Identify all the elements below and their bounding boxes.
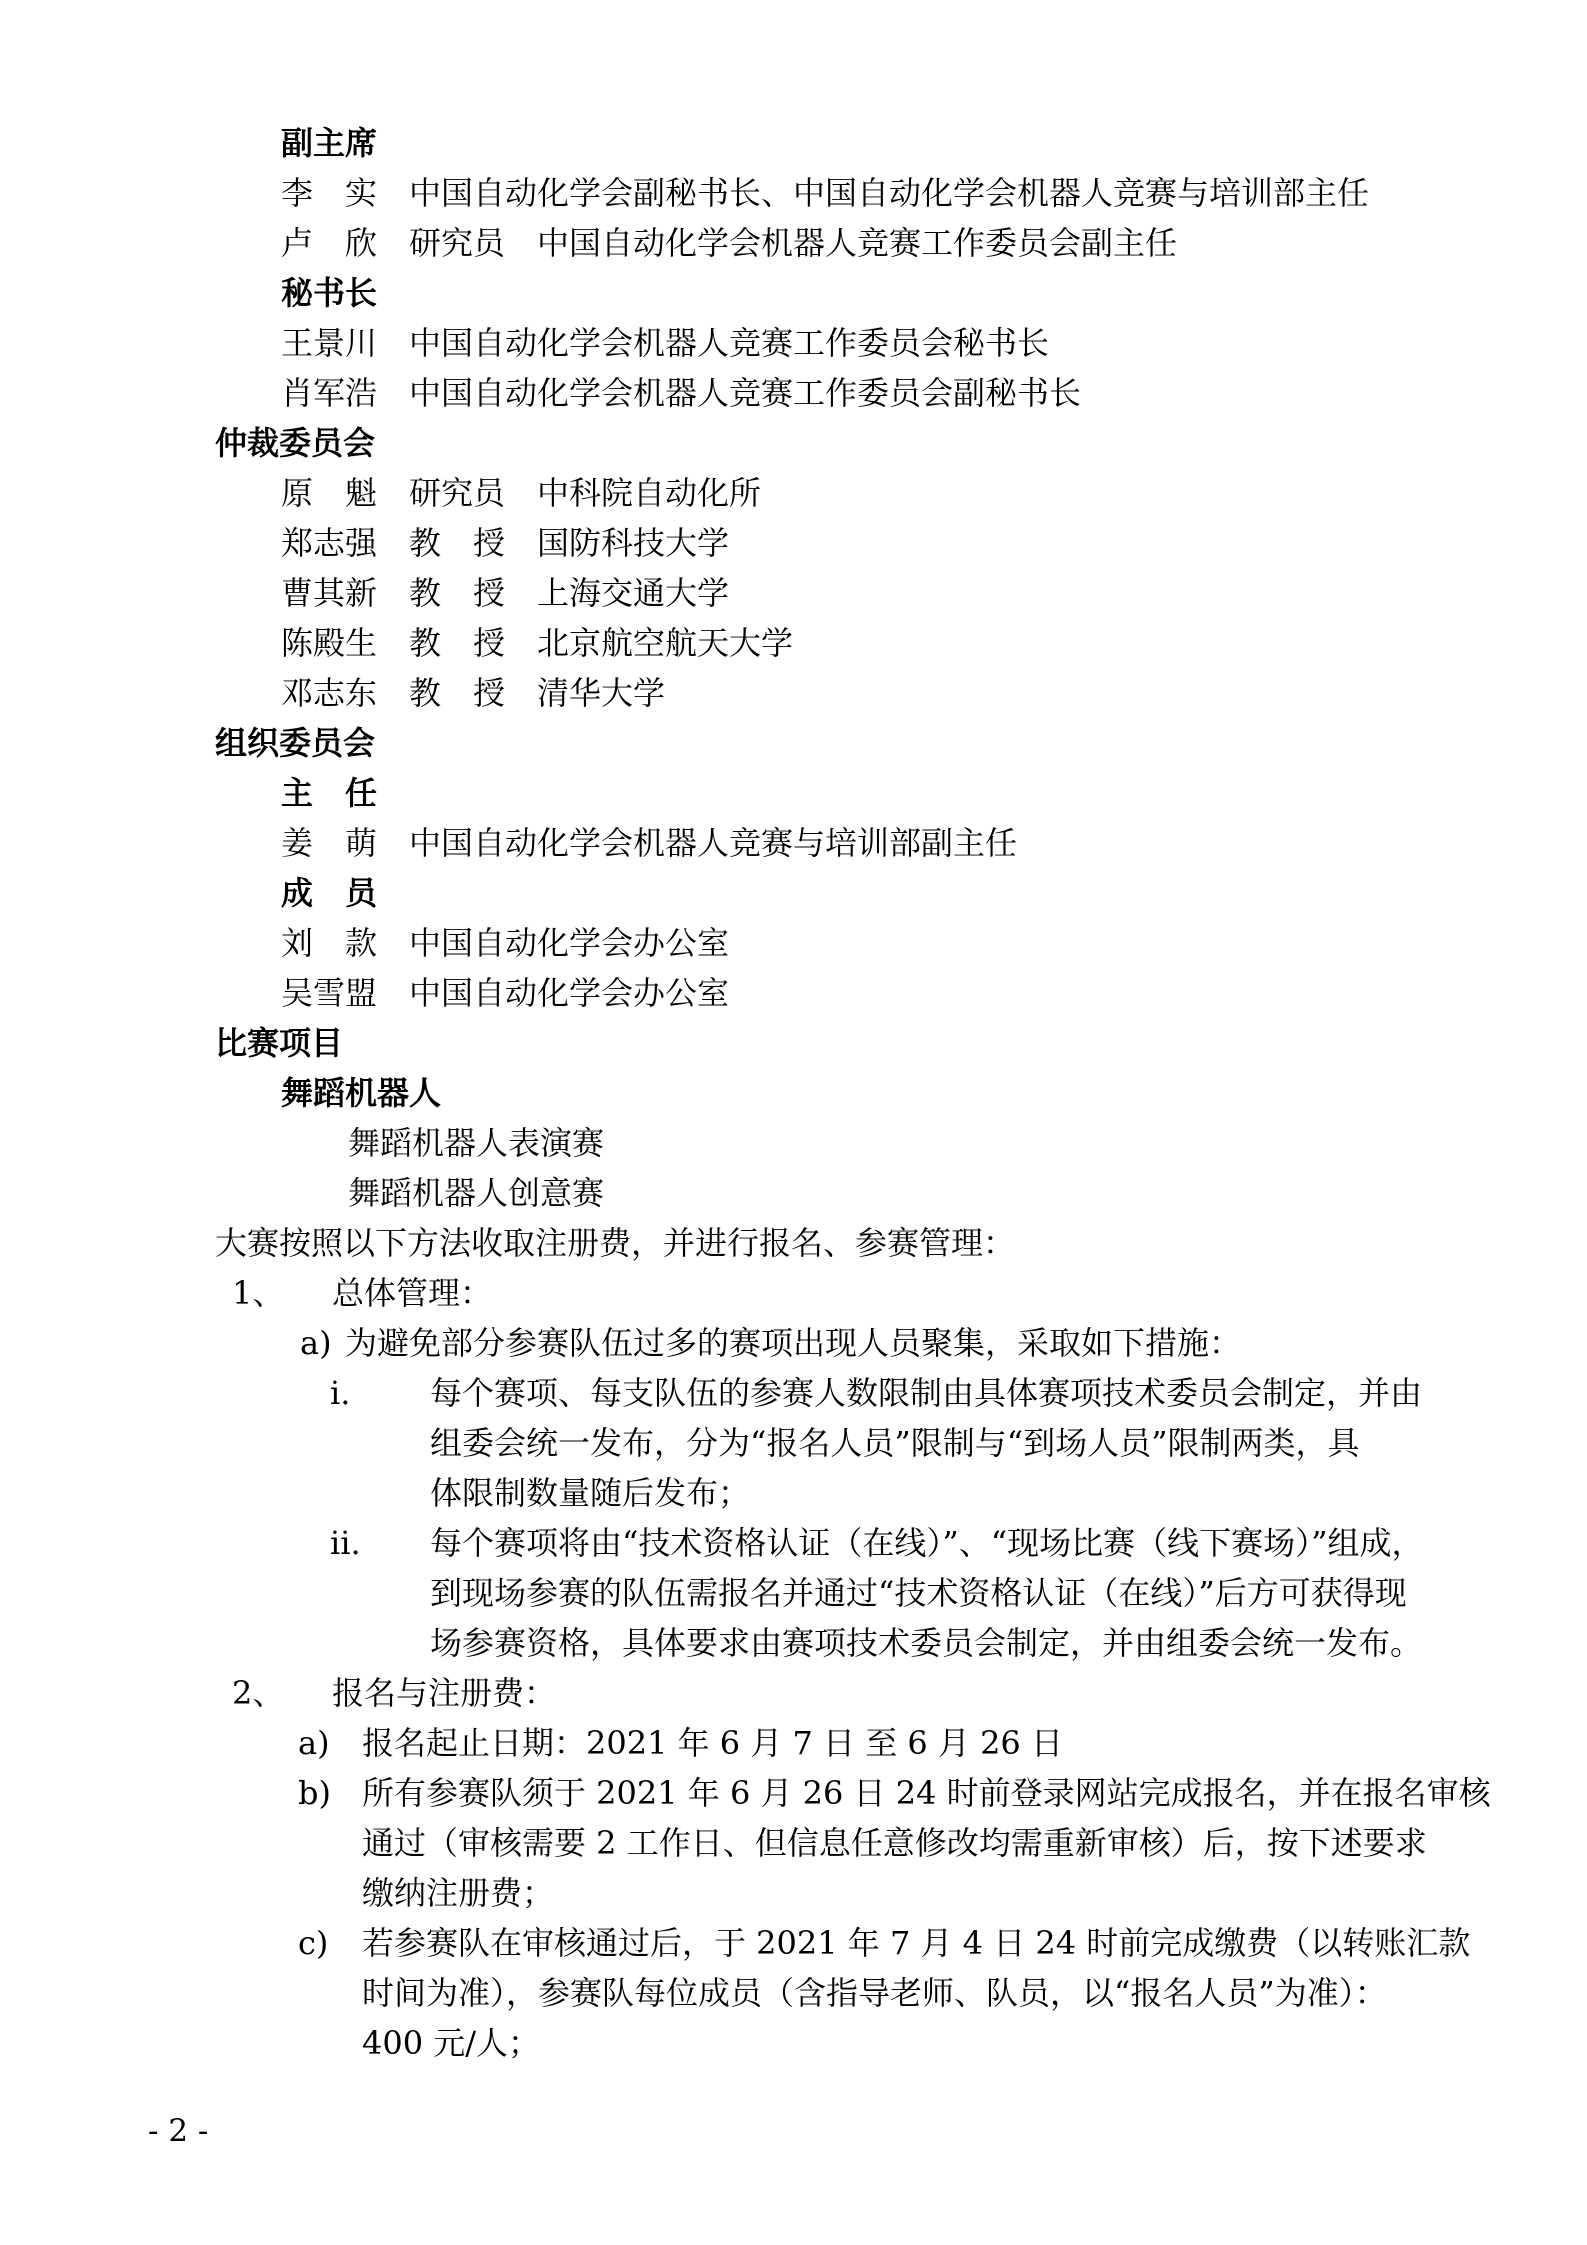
list-item-a-dates bbox=[298, 1723, 1063, 1763]
event-dancing-robot-creative: 舞蹈机器人创意赛 bbox=[348, 1174, 605, 1212]
member-xiao-junhao: 肖军浩 中国自动化学会机器人竞赛工作委员会副秘书长 bbox=[281, 374, 1082, 412]
list-item-a-measures bbox=[300, 1323, 1241, 1363]
heading-competition-events: 比赛项目 bbox=[215, 1024, 344, 1062]
list-cont-c-line2: 时间为准），参赛队每位成员（含指导老师、队员，以“报名人员”为准）： bbox=[362, 1974, 1387, 2012]
list-cont-c-line3: 400 元/人； bbox=[362, 2024, 541, 2062]
list-marker: c) bbox=[298, 1924, 329, 1962]
list-item-i-participant-limit bbox=[330, 1373, 1422, 1413]
list-text: 总体管理： bbox=[332, 1274, 493, 1312]
list-text: 若参赛队在审核通过后，于 2021 年 7 月 4 日 24 时前完成缴费（以转账汇款 bbox=[362, 1924, 1471, 1962]
list-marker: 1、 bbox=[232, 1274, 285, 1312]
heading-secretary-general: 秘书长 bbox=[281, 274, 378, 312]
list-cont-i-line3: 体限制数量随后发布； bbox=[430, 1474, 751, 1512]
member-lu-xin: 卢 欣 研究员 中国自动化学会机器人竞赛工作委员会副主任 bbox=[281, 224, 1178, 262]
heading-vice-chairman: 副主席 bbox=[281, 124, 378, 162]
list-marker: b) bbox=[298, 1774, 331, 1812]
list-text: 每个赛项将由“技术资格认证（在线）”、“现场比赛（线下赛场）”组成， bbox=[430, 1524, 1424, 1562]
list-text: 报名与注册费： bbox=[332, 1674, 557, 1712]
list-item-registration-fee bbox=[232, 1673, 556, 1713]
list-marker: ii. bbox=[330, 1524, 361, 1562]
member-jiang-meng: 姜 萌 中国自动化学会机器人竞赛与培训部副主任 bbox=[281, 824, 1018, 862]
page-number: - 2 - bbox=[148, 2113, 209, 2149]
heading-members: 成 员 bbox=[281, 874, 378, 912]
list-item-b-registration bbox=[298, 1773, 1491, 1813]
list-cont-ii-line3: 场参赛资格，具体要求由赛项技术委员会制定，并由组委会统一发布。 bbox=[430, 1624, 1423, 1662]
member-wang-jingchuan: 王景川 中国自动化学会机器人竞赛工作委员会秘书长 bbox=[281, 324, 1050, 362]
list-cont-ii-line2: 到现场参赛的队伍需报名并通过“技术资格认证（在线）”后方可获得现 bbox=[430, 1574, 1407, 1612]
list-marker: i. bbox=[330, 1374, 351, 1412]
list-text: 为避免部分参赛队伍过多的赛项出现人员聚集，采取如下措施： bbox=[345, 1324, 1242, 1362]
list-text: 所有参赛队须于 2021 年 6 月 26 日 24 时前登录网站完成报名，并在报名审核 bbox=[362, 1774, 1491, 1812]
list-item-overall-management bbox=[232, 1273, 492, 1313]
list-marker: a) bbox=[298, 1724, 330, 1762]
heading-dancing-robot: 舞蹈机器人 bbox=[281, 1074, 442, 1112]
heading-director: 主 任 bbox=[281, 774, 378, 812]
member-chen-diansheng: 陈殿生 教 授 北京航空航天大学 bbox=[281, 624, 794, 662]
list-item-ii-composition bbox=[330, 1523, 1423, 1563]
event-dancing-robot-performance: 舞蹈机器人表演赛 bbox=[348, 1124, 605, 1162]
member-wu-xuemeng: 吴雪盟 中国自动化学会办公室 bbox=[281, 974, 730, 1012]
heading-organizing-committee: 组织委员会 bbox=[215, 724, 376, 762]
list-text: 每个赛项、每支队伍的参赛人数限制由具体赛项技术委员会制定，并由 bbox=[430, 1374, 1423, 1412]
list-text: 报名起止日期：2021 年 6 月 7 日 至 6 月 26 日 bbox=[362, 1724, 1063, 1762]
list-cont-i-line2: 组委会统一发布，分为“报名人员”限制与“到场人员”限制两类，具 bbox=[430, 1424, 1360, 1462]
heading-arbitration-committee: 仲裁委员会 bbox=[215, 424, 376, 462]
member-deng-zhidong: 邓志东 教 授 清华大学 bbox=[281, 674, 666, 712]
list-item-c-payment bbox=[298, 1923, 1470, 1963]
para-registration-intro: 大赛按照以下方法收取注册费，并进行报名、参赛管理： bbox=[215, 1224, 1016, 1262]
member-zheng-zhiqiang: 郑志强 教 授 国防科技大学 bbox=[281, 524, 730, 562]
list-cont-b-line2: 通过（审核需要 2 工作日、但信息任意修改均需重新审核）后，按下述要求 bbox=[362, 1824, 1427, 1862]
list-marker: 2、 bbox=[232, 1674, 285, 1712]
member-li-shi: 李 实 中国自动化学会副秘书长、中国自动化学会机器人竞赛与培训部主任 bbox=[281, 174, 1370, 212]
member-liu-kuan: 刘 款 中国自动化学会办公室 bbox=[281, 924, 730, 962]
member-cao-qixin: 曹其新 教 授 上海交通大学 bbox=[281, 574, 730, 612]
member-yuan-kui: 原 魁 研究员 中科院自动化所 bbox=[281, 474, 762, 512]
list-marker: a) bbox=[300, 1324, 332, 1362]
list-cont-b-line3: 缴纳注册费； bbox=[362, 1874, 555, 1912]
